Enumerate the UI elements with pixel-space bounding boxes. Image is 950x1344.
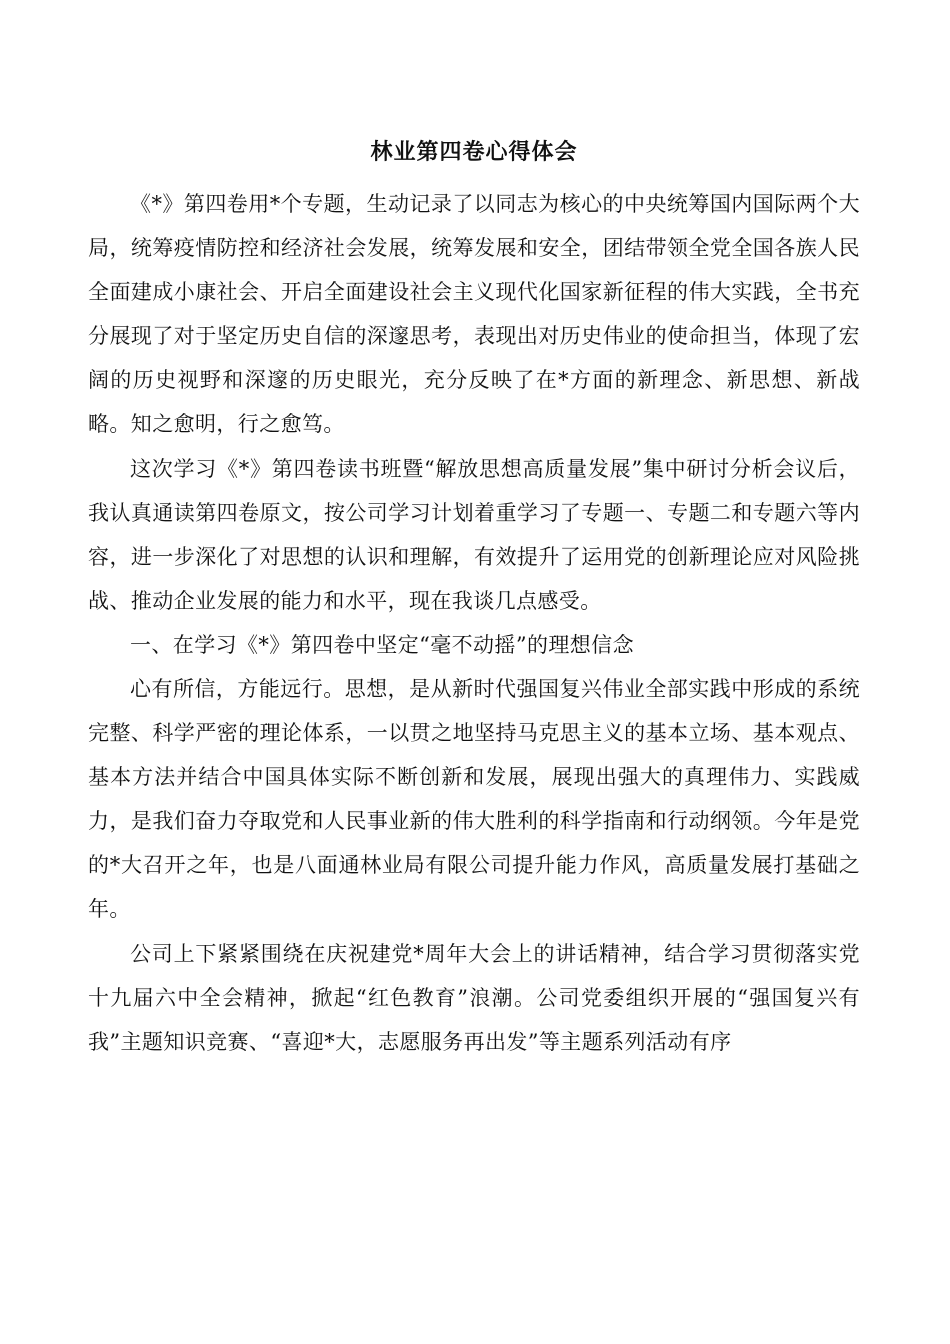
paragraph-intro: 《*》第四卷用*个专题，生动记录了以同志为核心的中央统筹国内国际两个大局，统筹疫情防控和经济社会发展，统筹发展和安全，团结带领全党全国各族人民全面建成小康社会、开启全面建设社会主义现代化国家新征程的伟大实践，全书充分展现了对于坚定历史自信的深邃思考，表现出对历史伟业的使命担当，体现了宏阔的历史视野和深邃的历史眼光，充分反映了在*方面的新理念、新思想、新战略。知之愈明，行之愈笃。: [88, 192, 860, 436]
paragraph-belief: 心有所信，方能远行。思想，是从新时代强国复兴伟业全部实践中形成的系统完整、科学严密的理论体系，一以贯之地坚持马克思主义的基本立场、基本观点、基本方法并结合中国具体实际不断创新和发展，展现出强大的真理伟力、实践威力，是我们奋力夺取党和人民事业新的伟大胜利的科学指南和行动纲领。今年是党的*大召开之年，也是八面通林业局有限公司提升能力作风，高质量发展打基础之年。: [88, 677, 860, 921]
document-title: 林业第四卷心得体会: [370, 139, 578, 165]
document-page: [88, 132, 860, 1064]
paragraph-study-session: 这次学习《*》第四卷读书班暨“解放思想高质量发展”集中研讨分析会议后，我认真通读第四卷原文，按公司学习计划着重学习了专题一、专题二和专题六等内容，进一步深化了对思想的认识和理解，有效提升了运用党的创新理论应对风险挑战、推动企业发展的能力和水平，现在我谈几点感受。: [88, 457, 860, 613]
paragraph-company-activities: 公司上下紧紧围绕在庆祝建党*周年大会上的讲话精神，结合学习贯彻落实党十九届六中全会精神，掀起“红色教育”浪潮。公司党委组织开展的“强国复兴有我”主题知识竞赛、“喜迎*大，志愿服务再出发”等主题系列活动有序: [88, 942, 860, 1054]
section-heading-one: 一、在学习《*》第四卷中坚定“毫不动摇”的理想信念: [130, 633, 634, 657]
